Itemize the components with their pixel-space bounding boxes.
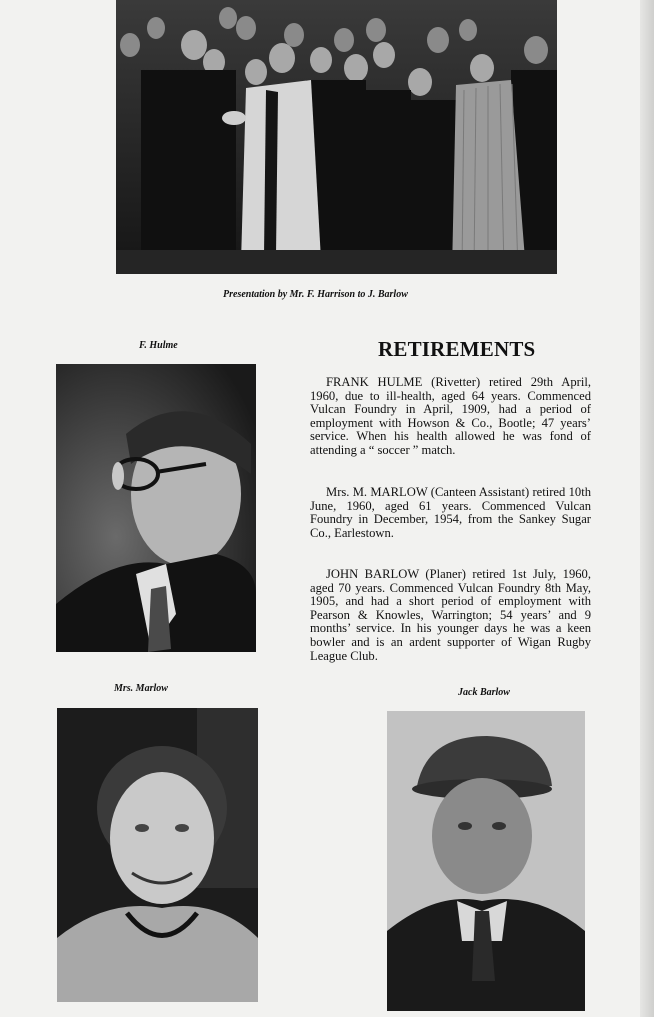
paragraph-hulme: FRANK HULME (Rivetter) retired 29th April, 1960, due to ill-health, aged 64 years. Commenced Vulcan Foundry in April, 1909, had a period of employment with Howson & Co., Bootle; 47 years’ service. When his health allowed he was fond of attending a “ soccer ” match.	[310, 375, 591, 457]
section-title: RETIREMENTS	[378, 337, 536, 361]
paragraph-marlow: Mrs. M. MARLOW (Canteen Assistant) retired 10th June, 1960, aged 61 years. Commenced Vulcan Foundry in December, 1954, from the Sankey Sugar Co., Earlestown.	[310, 485, 591, 540]
page-edge	[640, 0, 654, 1017]
paragraph-barlow: JOHN BARLOW (Planer) retired 1st July, 1960, aged 70 years. Commenced Vulcan Foundry 8th May, 1905, and had a short period of employment with Pearson & Knowles, Warrington; 54 years’ and 9 months’ service. In his younger days he was a keen bowler and is an ardent supporter of Wigan Rugby League Club.	[310, 567, 591, 663]
group-photo	[116, 0, 557, 274]
group-photo-image	[116, 0, 557, 274]
group-photo-caption: Presentation by Mr. F. Harrison to J. Barlow	[223, 289, 408, 300]
portrait-caption-marlow: Mrs. Marlow	[114, 683, 168, 694]
portrait-caption-barlow: Jack Barlow	[458, 687, 510, 698]
portrait-marlow	[57, 708, 258, 1002]
portrait-barlow	[387, 711, 585, 1011]
portrait-caption-hulme: F. Hulme	[139, 340, 178, 351]
portrait-hulme-image	[56, 364, 256, 652]
portrait-barlow-image	[387, 711, 585, 1011]
portrait-marlow-image	[57, 708, 258, 1002]
portrait-hulme	[56, 364, 256, 652]
